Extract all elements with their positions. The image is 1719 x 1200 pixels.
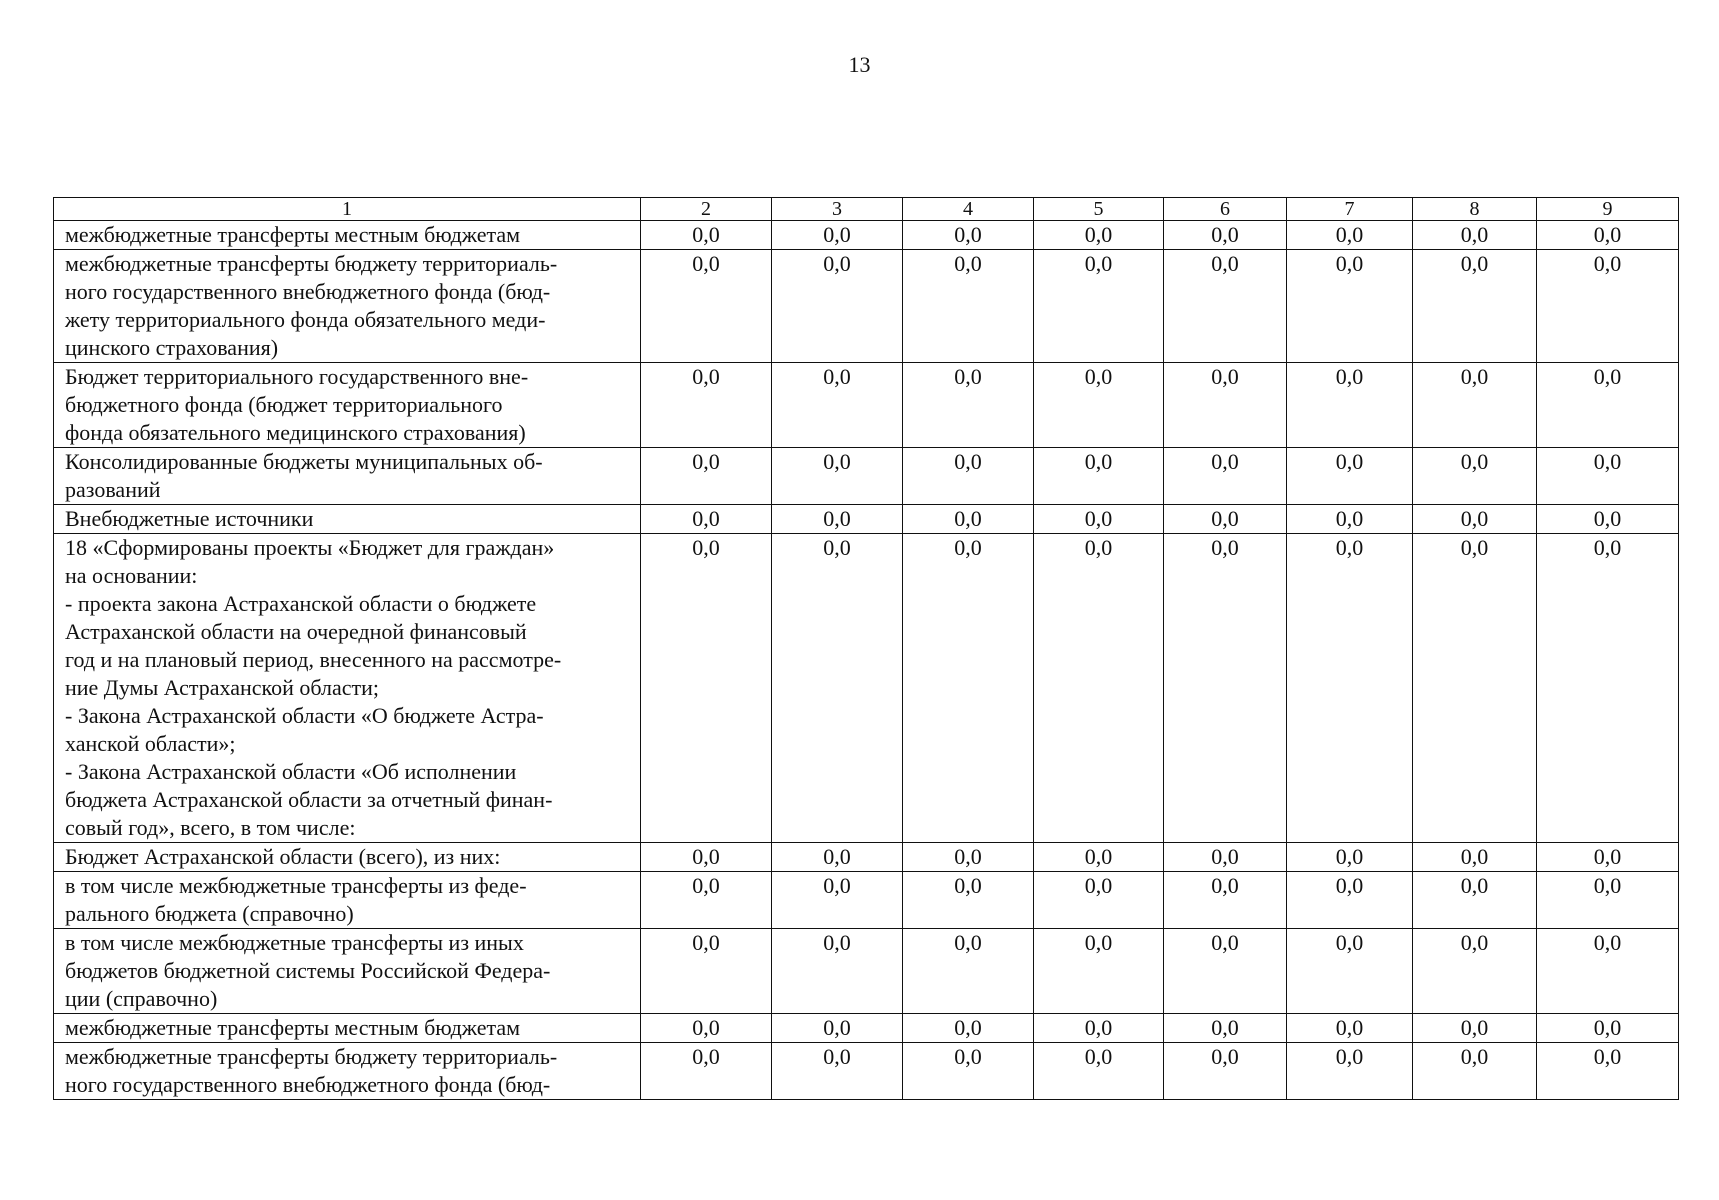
description-line: ного государственного внебюджетного фонда (бюд- <box>65 279 551 304</box>
value-cell: 0,0 <box>1537 872 1679 929</box>
row-description <box>54 363 641 448</box>
value-cell: 0,0 <box>772 843 903 872</box>
value-cell: 0,0 <box>903 534 1034 843</box>
value-cell: 0,0 <box>903 1014 1034 1043</box>
table-row <box>54 505 1679 534</box>
value-cell: 0,0 <box>1164 534 1287 843</box>
value-cell: 0,0 <box>1164 250 1287 363</box>
table-row <box>54 1043 1679 1100</box>
value-cell: 0,0 <box>641 250 772 363</box>
column-number: 5 <box>1034 198 1164 221</box>
value-cell: 0,0 <box>1537 534 1679 843</box>
value-cell: 0,0 <box>1287 448 1413 505</box>
table-row <box>54 448 1679 505</box>
value-cell: 0,0 <box>1413 505 1537 534</box>
table-row <box>54 872 1679 929</box>
description-line: ного государственного внебюджетного фонда (бюд- <box>65 1072 551 1097</box>
description-line: разований <box>65 477 161 502</box>
description-line: в том числе межбюджетные трансферты из феде- <box>65 873 527 898</box>
value-cell: 0,0 <box>1413 872 1537 929</box>
value-cell: 0,0 <box>1537 363 1679 448</box>
column-number: 6 <box>1164 198 1287 221</box>
value-cell: 0,0 <box>641 872 772 929</box>
value-cell: 0,0 <box>1537 1043 1679 1100</box>
row-description <box>54 1043 641 1100</box>
value-cell: 0,0 <box>1034 1043 1164 1100</box>
value-cell: 0,0 <box>772 250 903 363</box>
row-description <box>54 448 641 505</box>
value-cell: 0,0 <box>903 872 1034 929</box>
description-line: 18 «Сформированы проекты «Бюджет для граждан» <box>65 535 555 560</box>
table-row <box>54 843 1679 872</box>
value-cell: 0,0 <box>641 1014 772 1043</box>
description-line: цинского страхования) <box>65 335 279 360</box>
description-line: межбюджетные трансферты местным бюджетам <box>65 222 521 247</box>
value-cell: 0,0 <box>1413 448 1537 505</box>
value-cell: 0,0 <box>1413 1014 1537 1043</box>
value-cell: 0,0 <box>641 843 772 872</box>
value-cell: 0,0 <box>1287 221 1413 250</box>
description-line: ции (справочно) <box>65 986 218 1011</box>
value-cell: 0,0 <box>1164 363 1287 448</box>
description-line: ханской области»; <box>65 731 236 756</box>
description-line: Бюджет территориального государственного вне- <box>65 364 529 389</box>
description-line: рального бюджета (справочно) <box>65 901 354 926</box>
value-cell: 0,0 <box>1164 505 1287 534</box>
value-cell: 0,0 <box>772 872 903 929</box>
value-cell: 0,0 <box>1034 872 1164 929</box>
value-cell: 0,0 <box>1537 843 1679 872</box>
row-description <box>54 221 641 250</box>
value-cell: 0,0 <box>1164 448 1287 505</box>
value-cell: 0,0 <box>1034 250 1164 363</box>
description-line: ние Думы Астраханской области; <box>65 675 379 700</box>
column-number: 1 <box>54 198 641 221</box>
description-line: - проекта закона Астраханской области о бюджете <box>65 591 537 616</box>
value-cell: 0,0 <box>903 448 1034 505</box>
row-description <box>54 505 641 534</box>
column-number: 3 <box>772 198 903 221</box>
value-cell: 0,0 <box>1287 929 1413 1014</box>
description-line: бюджетного фонда (бюджет территориального <box>65 392 503 417</box>
column-number: 2 <box>641 198 772 221</box>
value-cell: 0,0 <box>1034 843 1164 872</box>
value-cell: 0,0 <box>1413 250 1537 363</box>
value-cell: 0,0 <box>772 363 903 448</box>
column-number: 4 <box>903 198 1034 221</box>
value-cell: 0,0 <box>772 1043 903 1100</box>
value-cell: 0,0 <box>1164 1014 1287 1043</box>
value-cell: 0,0 <box>903 929 1034 1014</box>
description-line: совый год», всего, в том числе: <box>65 815 356 840</box>
column-number-row <box>54 198 1679 221</box>
value-cell: 0,0 <box>1164 843 1287 872</box>
value-cell: 0,0 <box>772 505 903 534</box>
budget-table <box>53 197 1679 1100</box>
value-cell: 0,0 <box>1537 221 1679 250</box>
value-cell: 0,0 <box>1164 929 1287 1014</box>
table-row <box>54 363 1679 448</box>
value-cell: 0,0 <box>772 534 903 843</box>
row-description <box>54 534 641 843</box>
row-description <box>54 843 641 872</box>
value-cell: 0,0 <box>1537 505 1679 534</box>
column-number: 8 <box>1413 198 1537 221</box>
value-cell: 0,0 <box>1413 363 1537 448</box>
description-line: фонда обязательного медицинского страхования) <box>65 420 526 445</box>
value-cell: 0,0 <box>1537 448 1679 505</box>
value-cell: 0,0 <box>1413 929 1537 1014</box>
value-cell: 0,0 <box>1413 534 1537 843</box>
table-body <box>54 198 1679 1100</box>
column-number: 9 <box>1537 198 1679 221</box>
column-number: 7 <box>1287 198 1413 221</box>
table-row <box>54 1014 1679 1043</box>
value-cell: 0,0 <box>903 505 1034 534</box>
value-cell: 0,0 <box>1164 221 1287 250</box>
value-cell: 0,0 <box>1164 1043 1287 1100</box>
value-cell: 0,0 <box>1413 1043 1537 1100</box>
description-line: - Закона Астраханской области «Об исполнении <box>65 759 517 784</box>
value-cell: 0,0 <box>903 363 1034 448</box>
value-cell: 0,0 <box>772 1014 903 1043</box>
value-cell: 0,0 <box>1287 534 1413 843</box>
description-line: Астраханской области на очередной финансовый <box>65 619 527 644</box>
description-line: жету территориального фонда обязательного меди- <box>65 307 546 332</box>
value-cell: 0,0 <box>903 843 1034 872</box>
value-cell: 0,0 <box>1413 843 1537 872</box>
value-cell: 0,0 <box>1537 929 1679 1014</box>
table-row <box>54 534 1679 843</box>
value-cell: 0,0 <box>1034 221 1164 250</box>
description-line: бюджетов бюджетной системы Российской Федера- <box>65 958 551 983</box>
description-line: Бюджет Астраханской области (всего), из них: <box>65 844 501 869</box>
table-row <box>54 929 1679 1014</box>
value-cell: 0,0 <box>641 448 772 505</box>
row-description <box>54 929 641 1014</box>
row-description <box>54 1014 641 1043</box>
description-line: в том числе межбюджетные трансферты из иных <box>65 930 524 955</box>
description-line: межбюджетные трансферты бюджету территориаль- <box>65 1044 558 1069</box>
value-cell: 0,0 <box>1287 505 1413 534</box>
value-cell: 0,0 <box>772 448 903 505</box>
value-cell: 0,0 <box>1034 929 1164 1014</box>
value-cell: 0,0 <box>641 1043 772 1100</box>
value-cell: 0,0 <box>903 250 1034 363</box>
page-number: 13 <box>848 52 871 77</box>
description-line: бюджета Астраханской области за отчетный финан- <box>65 787 553 812</box>
value-cell: 0,0 <box>1537 1014 1679 1043</box>
value-cell: 0,0 <box>772 929 903 1014</box>
value-cell: 0,0 <box>1287 250 1413 363</box>
value-cell: 0,0 <box>641 221 772 250</box>
value-cell: 0,0 <box>1287 363 1413 448</box>
value-cell: 0,0 <box>1537 250 1679 363</box>
description-line: Внебюджетные источники <box>65 506 314 531</box>
value-cell: 0,0 <box>1164 872 1287 929</box>
table-row <box>54 221 1679 250</box>
value-cell: 0,0 <box>641 929 772 1014</box>
value-cell: 0,0 <box>641 505 772 534</box>
value-cell: 0,0 <box>1287 843 1413 872</box>
value-cell: 0,0 <box>1413 221 1537 250</box>
value-cell: 0,0 <box>1034 1014 1164 1043</box>
value-cell: 0,0 <box>641 534 772 843</box>
value-cell: 0,0 <box>903 1043 1034 1100</box>
value-cell: 0,0 <box>1034 363 1164 448</box>
description-line: межбюджетные трансферты бюджету территориаль- <box>65 251 558 276</box>
value-cell: 0,0 <box>1287 872 1413 929</box>
value-cell: 0,0 <box>1287 1043 1413 1100</box>
value-cell: 0,0 <box>1034 534 1164 843</box>
description-line: - Закона Астраханской области «О бюджете Астра- <box>65 703 544 728</box>
value-cell: 0,0 <box>903 221 1034 250</box>
description-line: на основании: <box>65 563 198 588</box>
value-cell: 0,0 <box>1287 1014 1413 1043</box>
description-line: год и на плановый период, внесенного на рассмотре- <box>65 647 562 672</box>
value-cell: 0,0 <box>772 221 903 250</box>
value-cell: 0,0 <box>1034 448 1164 505</box>
value-cell: 0,0 <box>641 363 772 448</box>
description-line: межбюджетные трансферты местным бюджетам <box>65 1015 521 1040</box>
table-row <box>54 250 1679 363</box>
description-line: Консолидированные бюджеты муниципальных об- <box>65 449 543 474</box>
row-description <box>54 250 641 363</box>
row-description <box>54 872 641 929</box>
value-cell: 0,0 <box>1034 505 1164 534</box>
